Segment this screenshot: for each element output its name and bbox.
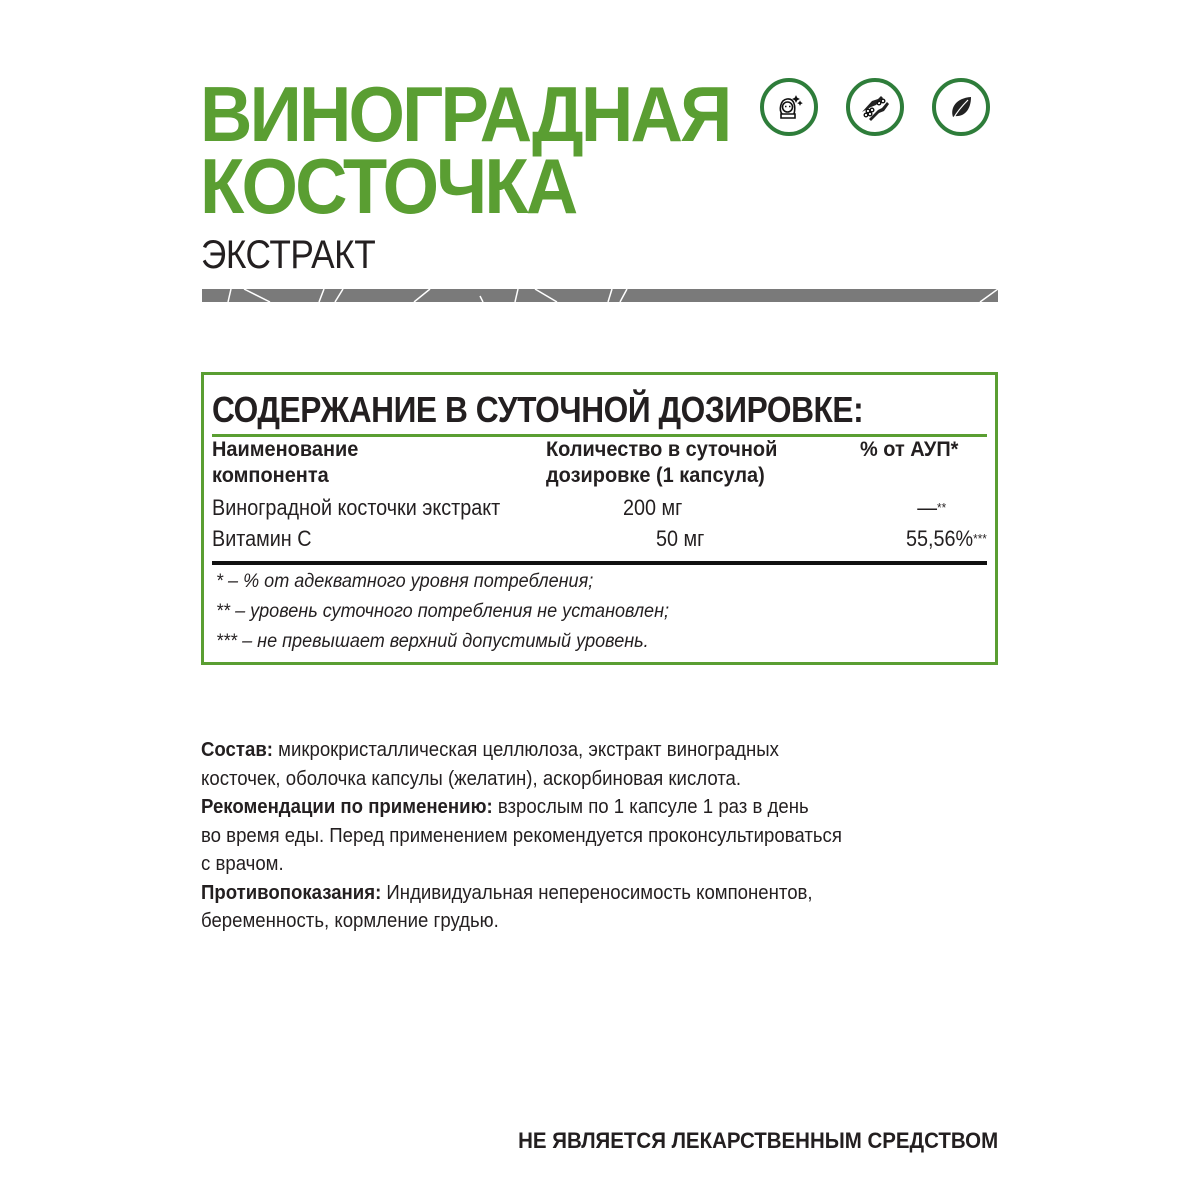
contraindications-line-2: беременность, кормление грудью. [201,910,499,932]
usage-line-1: Рекомендации по применению: взрослым по 1 капсуле 1 раз в день [201,796,809,818]
product-title-line-1: ВИНОГРАДНАЯ [200,70,730,158]
decorative-divider-band [202,289,998,302]
leaf-icon [932,78,990,136]
product-title [200,70,769,230]
composition-line-1: Состав: микрокристаллическая целлюлоза, экстракт виноградных [201,739,779,761]
not-a-medicine-disclaimer: НЕ ЯВЛЯЕТСЯ ЛЕКАРСТВЕННЫМ СРЕДСТВОМ [518,1128,998,1153]
product-subtitle: ЭКСТРАКТ [201,233,376,277]
row-1-amount: 200 мг [623,495,683,520]
skin-beauty-icon [760,78,818,136]
benefit-icons [760,78,990,136]
row-1-component-name: Виноградной косточки экстракт [212,495,501,520]
composition-label: Состав: [201,739,273,761]
blood-vessel-icon [846,78,904,136]
row-2-percent: 55,56%*** [906,526,987,551]
dosage-box-title: СОДЕРЖАНИЕ В СУТОЧНОЙ ДОЗИРОВКЕ: [212,389,864,430]
product-title-line-2: КОСТОЧКА [200,142,576,230]
footnote-3: *** – не превышает верхний допустимый уровень. [216,631,649,652]
usage-line-3: с врачом. [201,853,284,875]
footnote-1: * – % от адекватного уровня потребления; [216,571,594,592]
column-header-percent: % от АУП* [860,438,959,461]
row-1-percent: —** [917,495,946,520]
column-header-component: Наименование компонента [212,438,359,487]
footnote-2: ** – уровень суточного потребления не установлен; [216,601,670,622]
daily-dosage-box [201,372,998,665]
row-2-amount: 50 мг [656,526,705,551]
product-details [201,736,1001,936]
row-2-component-name: Витамин С [212,526,312,551]
column-header-amount: Количество в суточной дозировке (1 капсула) [546,438,778,487]
contraindications-line-1: Противопоказания: Индивидуальная непереносимость компонентов, [201,881,813,904]
table-bottom-divider [212,561,987,565]
usage-label: Рекомендации по применению: [201,796,493,818]
usage-line-2: во время еды. Перед применением рекомендуется проконсультироваться [201,824,842,847]
contraindications-label: Противопоказания: [201,881,382,904]
composition-line-2: косточек, оболочка капсулы (желатин), аскорбиновая кислота. [201,767,742,790]
